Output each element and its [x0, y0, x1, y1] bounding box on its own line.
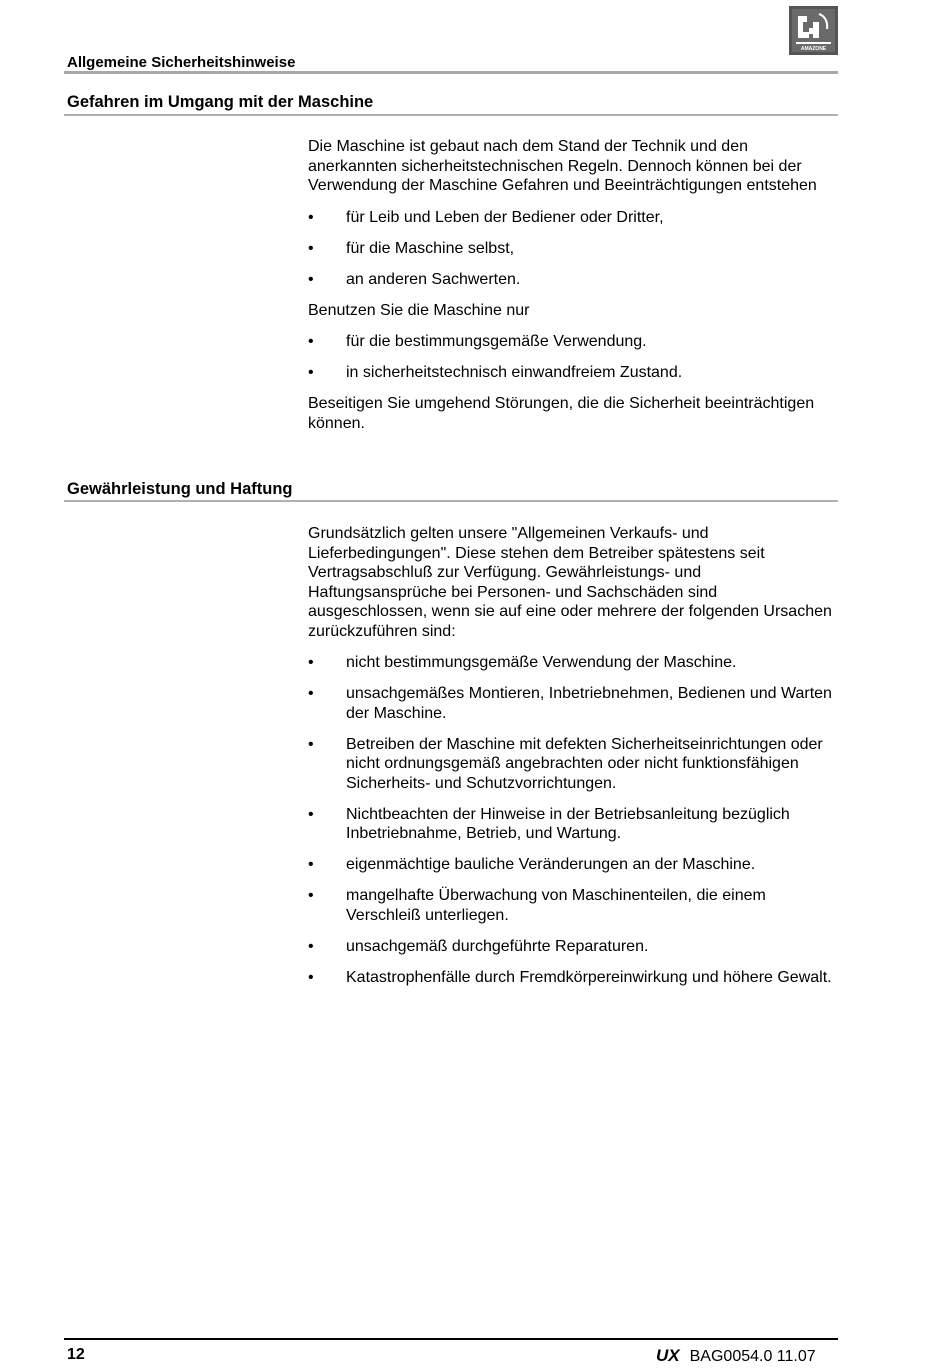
paragraph: Benutzen Sie die Maschine nur — [308, 301, 530, 319]
bullet-list — [308, 208, 838, 290]
bullet-icon: • — [308, 208, 314, 226]
list-item — [308, 805, 838, 844]
section-rule — [64, 500, 838, 502]
list-item-text: für Leib und Leben der Bediener oder Dritter, — [346, 208, 664, 226]
logo-text: AMAZONE — [800, 46, 827, 52]
list-item — [308, 270, 838, 290]
list-item-text: an anderen Sachwerten. — [346, 270, 521, 288]
list-item-text: in sicherheitstechnisch einwandfreiem Zustand. — [346, 364, 683, 381]
list-item-text: für die Maschine selbst, — [346, 239, 515, 257]
bullet-icon: • — [308, 735, 314, 753]
running-header-title: Allgemeine Sicherheitshinweise — [67, 54, 296, 71]
list-item — [308, 855, 838, 875]
list-item — [308, 332, 838, 352]
footer-doc-info — [656, 1346, 816, 1366]
header-rule — [64, 71, 838, 74]
bullet-icon: • — [308, 805, 314, 823]
doc-id: BAG0054.0 11.07 — [689, 1348, 816, 1365]
bullet-icon: • — [308, 654, 314, 671]
list-item — [308, 684, 838, 723]
section-rule — [64, 114, 838, 116]
bullet-icon: • — [308, 887, 314, 904]
list-item — [308, 239, 838, 259]
bullet-icon: • — [308, 270, 314, 288]
list-item — [308, 968, 838, 988]
list-item-text: Betreiben der Maschine mit defekten Sicherheitseinrichtungen oder nicht ordnungsgemäß angebrachten oder nicht funktionsfähigen Sicherheits- und Schutzvorrichtungen. — [346, 735, 823, 792]
list-item-text: Katastrophenfälle durch Fremdkörpereinwirkung und höhere Gewalt. — [346, 968, 832, 986]
section-title-gewaehrleistung: Gewährleistung und Haftung — [67, 480, 293, 498]
list-item — [308, 886, 838, 925]
bullet-icon: • — [308, 239, 314, 257]
bullet-list — [308, 332, 838, 383]
amazone-logo — [789, 6, 838, 55]
bullet-icon: • — [308, 856, 314, 873]
bullet-icon: • — [308, 364, 314, 381]
footer-rule — [64, 1338, 838, 1340]
list-item — [308, 208, 838, 228]
list-item — [308, 653, 838, 673]
paragraph: Grundsätzlich gelten unsere "Allgemeinen Verkaufs- und Lieferbedingungen". Diese stehen dem Betreiber spätestens seit Vertragsabschluß zur Verfügung. Gewährleistungs- und Haftungsansprüche bei Personen- und Sachschäden sind ausgeschlossen, wenn sie auf eine oder mehrere der folgenden Ursachen zurückzuführen sind: — [308, 525, 832, 640]
bullet-icon: • — [308, 685, 314, 702]
list-item — [308, 363, 838, 383]
section-body-gefahren — [308, 137, 838, 445]
list-item-text: Nichtbeachten der Hinweise in der Betriebsanleitung bezüglich Inbetriebnahme, Betrieb, und Wartung. — [346, 805, 790, 842]
list-item-text: mangelhafte Überwachung von Maschinenteilen, die einem Verschleiß unterliegen. — [346, 887, 766, 924]
list-item-text: eigenmächtige bauliche Veränderungen an der Maschine. — [346, 856, 756, 873]
list-item — [308, 735, 838, 794]
bullet-icon: • — [308, 937, 314, 955]
paragraph: Beseitigen Sie umgehend Störungen, die die Sicherheit beeinträchtigen können. — [308, 395, 815, 432]
bullet-icon: • — [308, 333, 314, 350]
section-body-gewaehrleistung — [308, 524, 838, 999]
page-number: 12 — [67, 1346, 85, 1363]
list-item-text: unsachgemäßes Montieren, Inbetriebnehmen, Bedienen und Warten der Maschine. — [346, 685, 832, 722]
list-item-text: nicht bestimmungsgemäße Verwendung der Maschine. — [346, 654, 737, 671]
section-title-gefahren: Gefahren im Umgang mit der Maschine — [67, 93, 374, 111]
paragraph: Die Maschine ist gebaut nach dem Stand der Technik und den anerkannten sicherheitstechnischen Regeln. Dennoch können bei der Verwendung der Maschine Gefahren und Beeinträchtigungen entstehen — [308, 138, 817, 194]
bullet-icon: • — [308, 968, 314, 986]
list-item-text: unsachgemäß durchgeführte Reparaturen. — [346, 937, 649, 955]
bullet-list — [308, 653, 838, 987]
list-item-text: für die bestimmungsgemäße Verwendung. — [346, 333, 647, 350]
list-item — [308, 937, 838, 957]
brand-mark: UX — [656, 1346, 680, 1365]
